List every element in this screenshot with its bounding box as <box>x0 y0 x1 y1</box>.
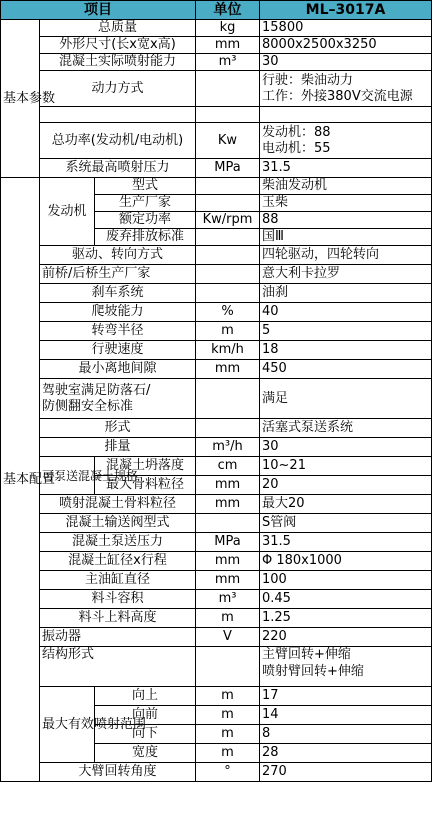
row-label: 外形尺寸(长x宽x高) <box>40 37 196 54</box>
row-unit: Kw/rpm <box>196 212 260 229</box>
row-label: 主油缸直径 <box>40 571 196 590</box>
row-value: 10~21 <box>260 457 432 476</box>
row-value: 主臂回转+伸缩 <box>260 647 432 664</box>
row-label: 混凝土坍落度 <box>95 457 196 476</box>
row-label: 最小离地间隙 <box>40 360 196 379</box>
row-unit: m <box>196 687 260 706</box>
row-label: 生产厂家 <box>95 195 196 212</box>
row-unit <box>196 514 260 533</box>
table-row <box>1 284 432 303</box>
row-unit: m³ <box>196 590 260 609</box>
row-unit: % <box>196 303 260 322</box>
row-label: 大臂回转角度 <box>40 763 196 782</box>
table-row <box>1 628 432 647</box>
row-unit: mm <box>196 552 260 571</box>
row-value: 柴油发动机 <box>260 178 432 195</box>
table-row <box>1 360 432 379</box>
row-label: 混凝土输送阀型式 <box>40 514 196 533</box>
row-value: 8 <box>260 725 432 744</box>
row-unit: ° <box>196 763 260 782</box>
row-value: Φ 180x1000 <box>260 552 432 571</box>
row-label: 总功率(发动机/电动机) <box>40 123 196 159</box>
table-row <box>1 590 432 609</box>
row-value: 100 <box>260 571 432 590</box>
row-label: 向下 <box>95 725 196 744</box>
row-label: 喷射混凝土骨料粒径 <box>40 495 196 514</box>
table-row <box>1 265 432 284</box>
row-unit: m³/h <box>196 438 260 457</box>
row-unit: kg <box>196 20 260 37</box>
row-label: 动力方式 <box>40 71 196 107</box>
row-label: 料斗容积 <box>40 590 196 609</box>
row-unit <box>196 419 260 438</box>
row-unit: m <box>196 744 260 763</box>
row-label: 最大骨料粒径 <box>95 476 196 495</box>
row-value: 40 <box>260 303 432 322</box>
table-row <box>1 303 432 322</box>
table-row <box>1 341 432 360</box>
group-basic-config: 基本配置 <box>1 178 40 782</box>
row-value: 17 <box>260 687 432 706</box>
row-value: 31.5 <box>260 159 432 178</box>
row-unit <box>196 647 260 687</box>
row-unit: m <box>196 706 260 725</box>
row-value: 行驶：柴油动力 工作：外接380V交流电源 <box>260 71 432 107</box>
row-label: 向上 <box>95 687 196 706</box>
table-row <box>1 123 432 159</box>
row-label: 废弃排放标准 <box>95 229 196 246</box>
row-unit <box>196 246 260 265</box>
table-row <box>1 322 432 341</box>
row-value: 5 <box>260 322 432 341</box>
row-value: 发动机：88 电动机：55 <box>260 123 432 159</box>
row-value: 450 <box>260 360 432 379</box>
group-max-spray-range: 最大有效喷射范围 <box>40 687 95 763</box>
row-unit <box>196 265 260 284</box>
row-label: 形式 <box>40 419 196 438</box>
row-value: S管阀 <box>260 514 432 533</box>
group-basic-params: 基本参数 <box>1 20 40 178</box>
row-label: 额定功率 <box>95 212 196 229</box>
row-value: 88 <box>260 212 432 229</box>
row-value: 意大利卡拉罗 <box>260 265 432 284</box>
row-unit: Kw <box>196 123 260 159</box>
row-unit: mm <box>196 37 260 54</box>
row-value: 玉柴 <box>260 195 432 212</box>
row-value: 1.25 <box>260 609 432 628</box>
table-row <box>1 438 432 457</box>
row-value: 20 <box>260 476 432 495</box>
row-value: 30 <box>260 54 432 71</box>
row-value: 220 <box>260 628 432 647</box>
group-pumpable-spec: 可泵送混凝土规格 <box>40 457 95 495</box>
row-value: 15800 <box>260 20 432 37</box>
row-unit: mm <box>196 360 260 379</box>
row-unit: mm <box>196 495 260 514</box>
table-row <box>1 571 432 590</box>
row-value: 喷射臂回转+伸缩 <box>260 664 432 681</box>
table-row <box>1 457 432 476</box>
row-unit: m³ <box>196 54 260 71</box>
header-unit: 单位 <box>196 1 260 20</box>
row-value: 满足 <box>260 379 432 419</box>
row-unit: m <box>196 725 260 744</box>
row-value: 270 <box>260 763 432 782</box>
row-unit: MPa <box>196 159 260 178</box>
row-value: 油刹 <box>260 284 432 303</box>
group-engine: 发动机 <box>40 178 95 246</box>
row-value: 四轮驱动，四轮转向 <box>260 246 432 265</box>
table-row <box>1 159 432 178</box>
row-value: 0.45 <box>260 590 432 609</box>
row-unit <box>196 229 260 246</box>
row-label: 结构形式 <box>40 647 196 687</box>
row-unit <box>196 284 260 303</box>
header-item: 项目 <box>1 1 196 20</box>
table-row <box>1 419 432 438</box>
table-row <box>1 379 432 419</box>
row-label: 混凝土实际喷射能力 <box>40 54 196 71</box>
table-row <box>1 763 432 782</box>
table-row <box>1 647 432 664</box>
row-unit <box>196 71 260 107</box>
table-row <box>1 687 432 706</box>
table-row <box>1 514 432 533</box>
row-unit <box>196 379 260 419</box>
table-row <box>1 246 432 265</box>
header-row <box>1 1 432 20</box>
table-row <box>1 71 432 107</box>
row-label: 驱动、转向方式 <box>40 246 196 265</box>
header-model: ML–3017A <box>260 1 432 20</box>
table-row <box>1 178 432 195</box>
row-label: 型式 <box>95 178 196 195</box>
row-label: 总质量 <box>40 20 196 37</box>
row-value: 28 <box>260 744 432 763</box>
row-value: 31.5 <box>260 533 432 552</box>
row-unit: cm <box>196 457 260 476</box>
row-unit: m <box>196 322 260 341</box>
row-label: 混凝土泵送压力 <box>40 533 196 552</box>
table-row <box>1 54 432 71</box>
row-unit: mm <box>196 571 260 590</box>
table-row <box>1 609 432 628</box>
table-row <box>1 37 432 54</box>
row-label: 混凝土缸径x行程 <box>40 552 196 571</box>
row-label: 爬坡能力 <box>40 303 196 322</box>
row-label: 行驶速度 <box>40 341 196 360</box>
row-unit <box>196 178 260 195</box>
row-label: 振动器 <box>40 628 196 647</box>
row-unit: mm <box>196 476 260 495</box>
row-label: 系统最高喷射压力 <box>40 159 196 178</box>
table-row-spacer <box>1 107 432 123</box>
row-label: 料斗上料高度 <box>40 609 196 628</box>
row-value: 8000x2500x3250 <box>260 37 432 54</box>
row-label: 驾驶室满足防落石/ 防侧翻安全标准 <box>40 379 196 419</box>
row-label: 前桥/后桥生产厂家 <box>40 265 196 284</box>
row-label: 排量 <box>40 438 196 457</box>
row-unit: V <box>196 628 260 647</box>
row-label: 宽度 <box>95 744 196 763</box>
row-value: 30 <box>260 438 432 457</box>
row-value: 18 <box>260 341 432 360</box>
row-unit: m <box>196 609 260 628</box>
row-unit <box>196 195 260 212</box>
row-label: 向前 <box>95 706 196 725</box>
table-row <box>1 495 432 514</box>
row-label: 转弯半径 <box>40 322 196 341</box>
row-label: 刹车系统 <box>40 284 196 303</box>
table-row <box>1 533 432 552</box>
row-value: 最大20 <box>260 495 432 514</box>
row-value: 国Ⅲ <box>260 229 432 246</box>
row-unit: MPa <box>196 533 260 552</box>
table-row <box>1 20 432 37</box>
row-value: 活塞式泵送系统 <box>260 419 432 438</box>
row-value: 14 <box>260 706 432 725</box>
row-unit: km/h <box>196 341 260 360</box>
table-row <box>1 552 432 571</box>
